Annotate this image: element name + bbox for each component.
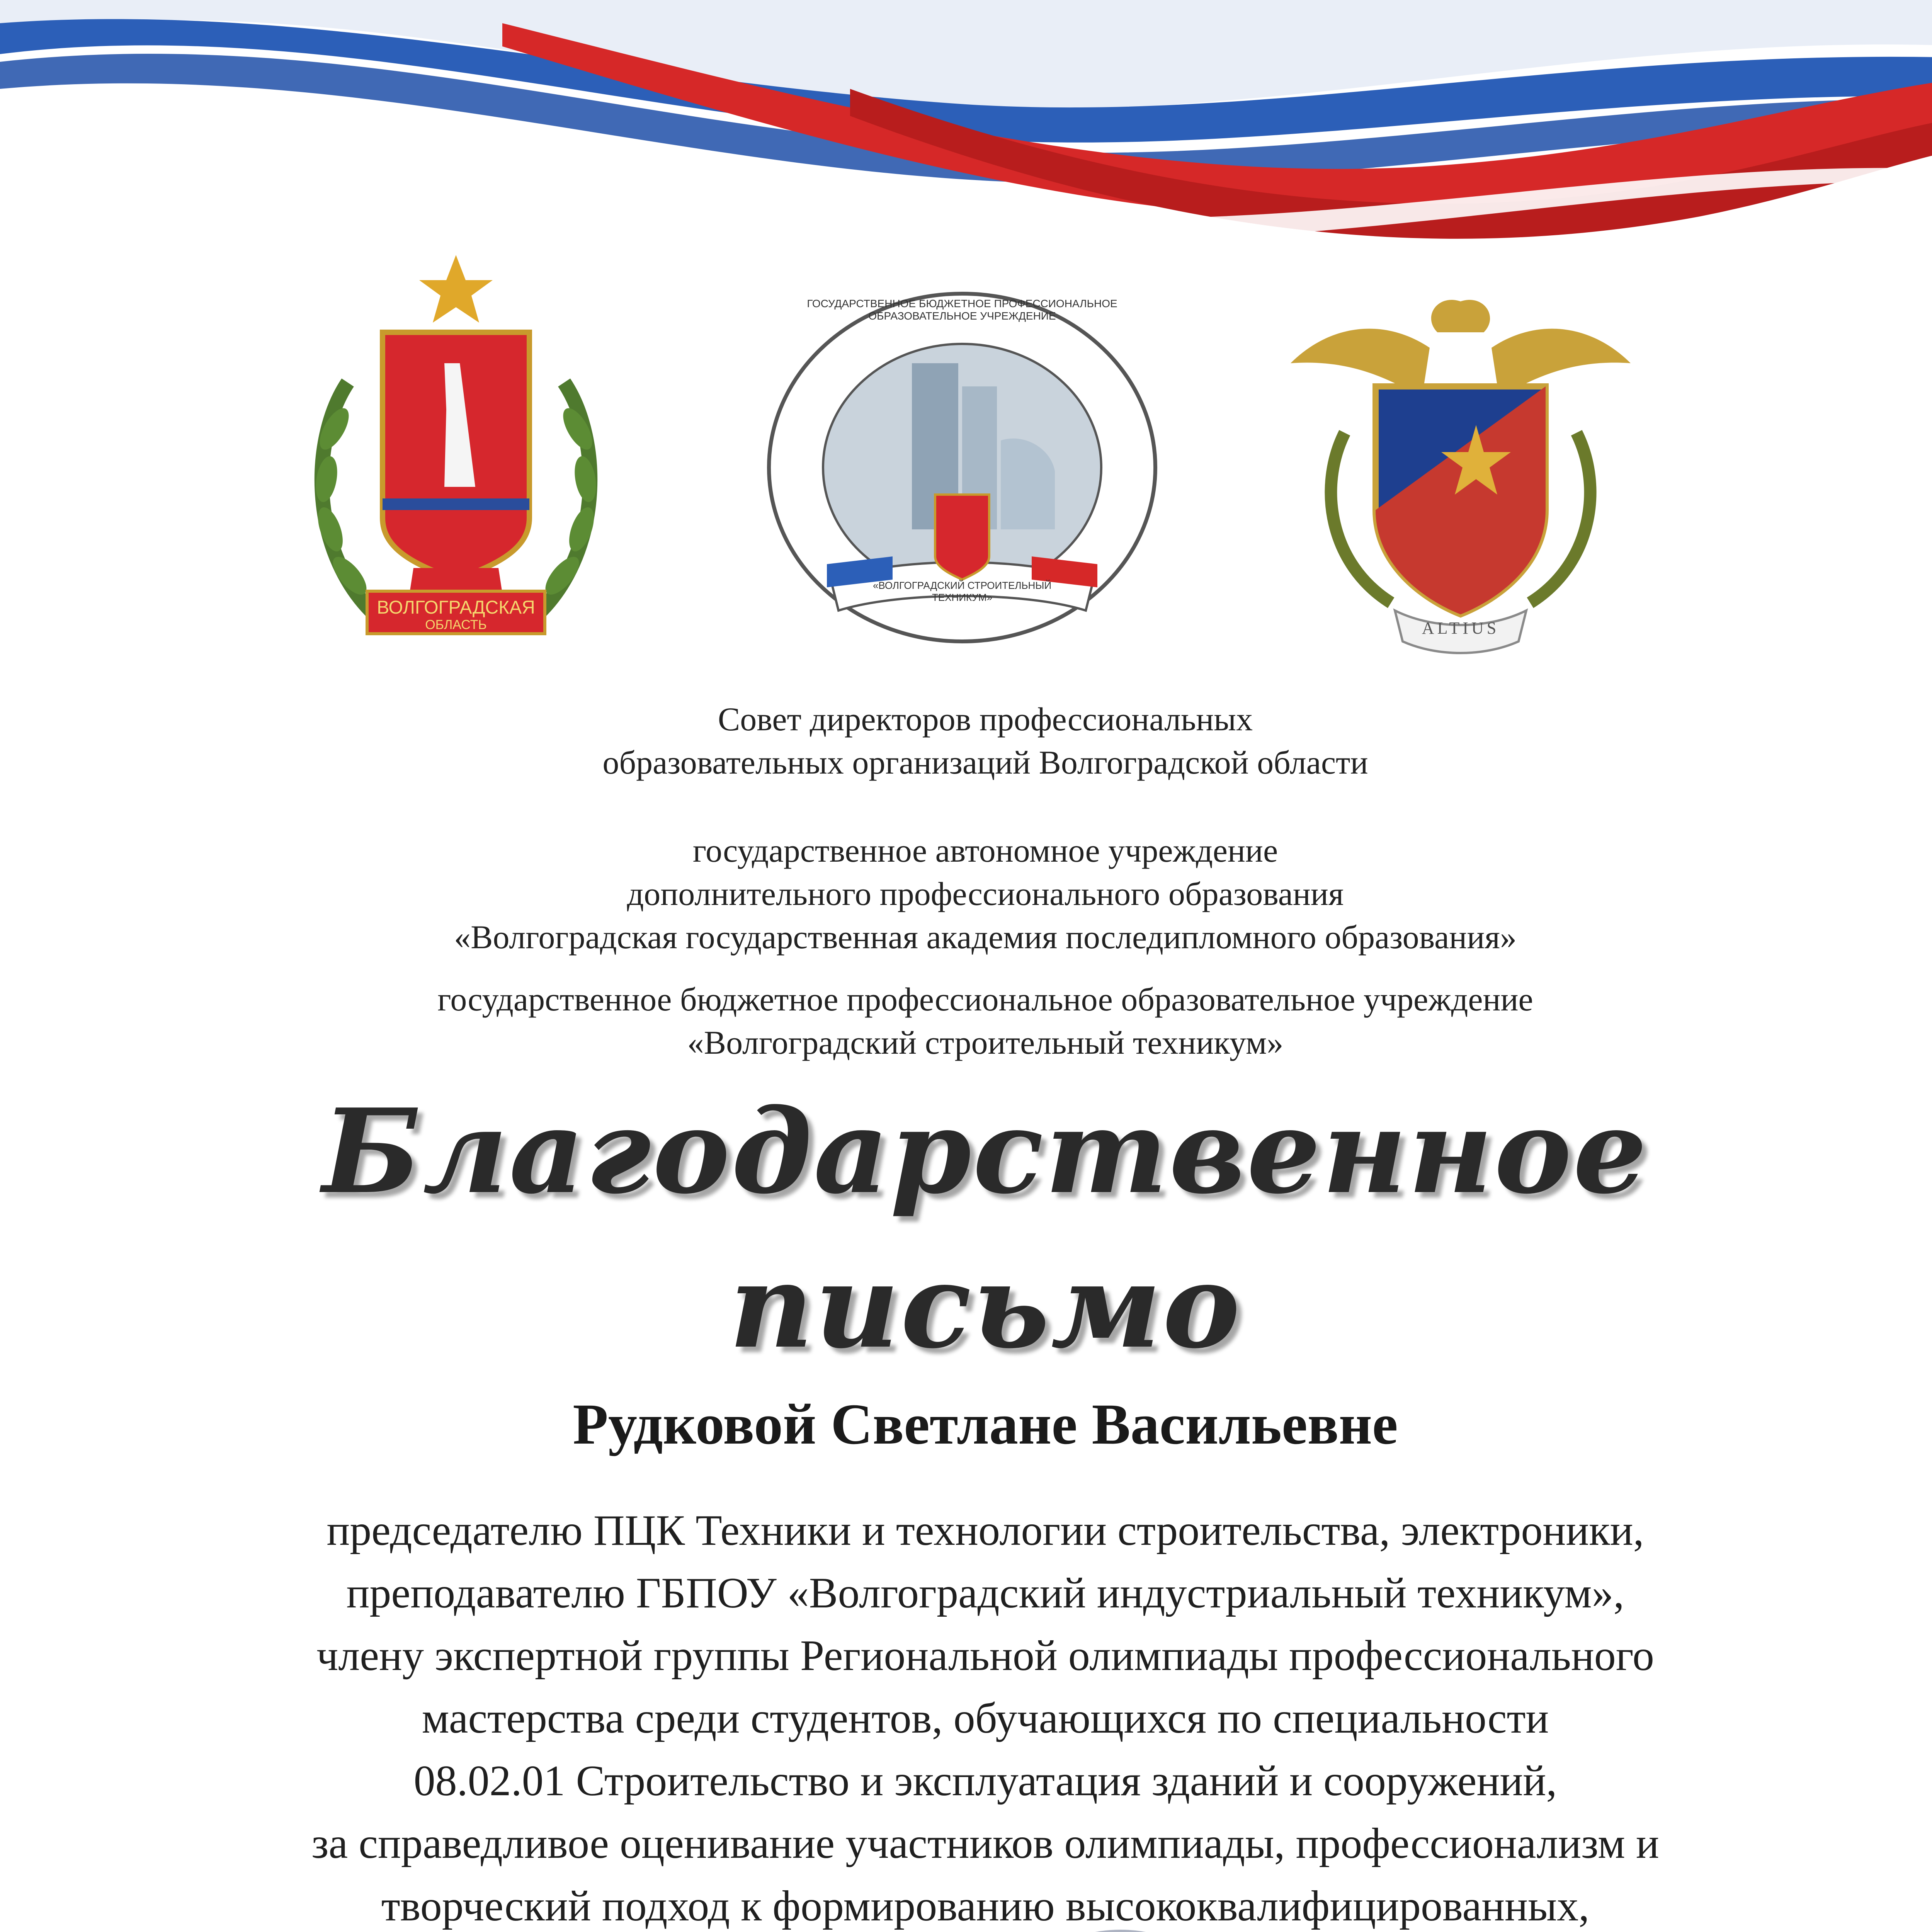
- volgograd-coat-of-arms-emblem: [251, 247, 661, 672]
- org-line: государственное автономное учреждение: [692, 832, 1278, 869]
- emblem-motto: ALTIUS: [1422, 619, 1500, 638]
- emblem-ribbon-label: ВОЛГОГРАДСКАЯ: [377, 597, 535, 618]
- org-line: «Волгоградский строительный техникум»: [687, 1024, 1284, 1061]
- logo-ring-text: ГОСУДАРСТВЕННОЕ БЮДЖЕТНОЕ ПРОФЕССИОНАЛЬНОЕ ОБРАЗОВАТЕЛЬНОЕ УЧРЕЖДЕНИЕ: [807, 298, 1117, 322]
- org-line: дополнительного профессионального образования: [627, 875, 1344, 912]
- org-line: Совет директоров профессиональных: [718, 701, 1253, 738]
- logo-ribbon-text: «ВОЛГОГРАДСКИЙ СТРОИТЕЛЬНЫЙ ТЕХНИКУМ»: [872, 580, 1052, 603]
- recipient-name: Рудковой Светлане Васильевне: [573, 1392, 1398, 1456]
- document-title-line-1: Благодарственное: [322, 1083, 1649, 1219]
- org-line: образовательных организаций Волгоградской области: [602, 744, 1368, 781]
- top-flag-ribbon: [0, 0, 1932, 270]
- emblem-ribbon-sublabel: ОБЛАСТЬ: [425, 617, 487, 632]
- org-line: государственное бюджетное профессиональное образовательное учреждение: [437, 981, 1533, 1018]
- construction-college-logo: [753, 286, 1171, 657]
- org-line: «Волгоградская государственная академия последипломного образования»: [454, 918, 1517, 956]
- citation-line: члену экспертной группы Региональной олимпиады профессионального: [316, 1632, 1654, 1680]
- citation-line: председателю ПЦК Техники и технологии строительства, электроники,: [327, 1507, 1644, 1554]
- official-stamp: [869, 1893, 1314, 1932]
- citation-line: за справедливое оценивание участников олимпиады, профессионализм и: [311, 1820, 1659, 1867]
- military-engineering-emblem: [1267, 270, 1654, 665]
- org-council-block: [232, 697, 1739, 784]
- citation-text: [193, 1499, 1777, 1932]
- document-title-line-2: письмо: [729, 1238, 1242, 1374]
- org-academy-block: [232, 829, 1739, 959]
- org-college-block: [232, 978, 1739, 1064]
- citation-line: мастерства среди студентов, обучающихся по специальности: [422, 1694, 1549, 1742]
- citation-line: творческий подход к формированию высококвалифицированных,: [381, 1882, 1590, 1930]
- citation-line: преподавателю ГБПОУ «Волгоградский индустриальный техникум»,: [346, 1569, 1624, 1617]
- citation-line: 08.02.01 Строительство и эксплуатация зданий и сооружений,: [413, 1757, 1557, 1805]
